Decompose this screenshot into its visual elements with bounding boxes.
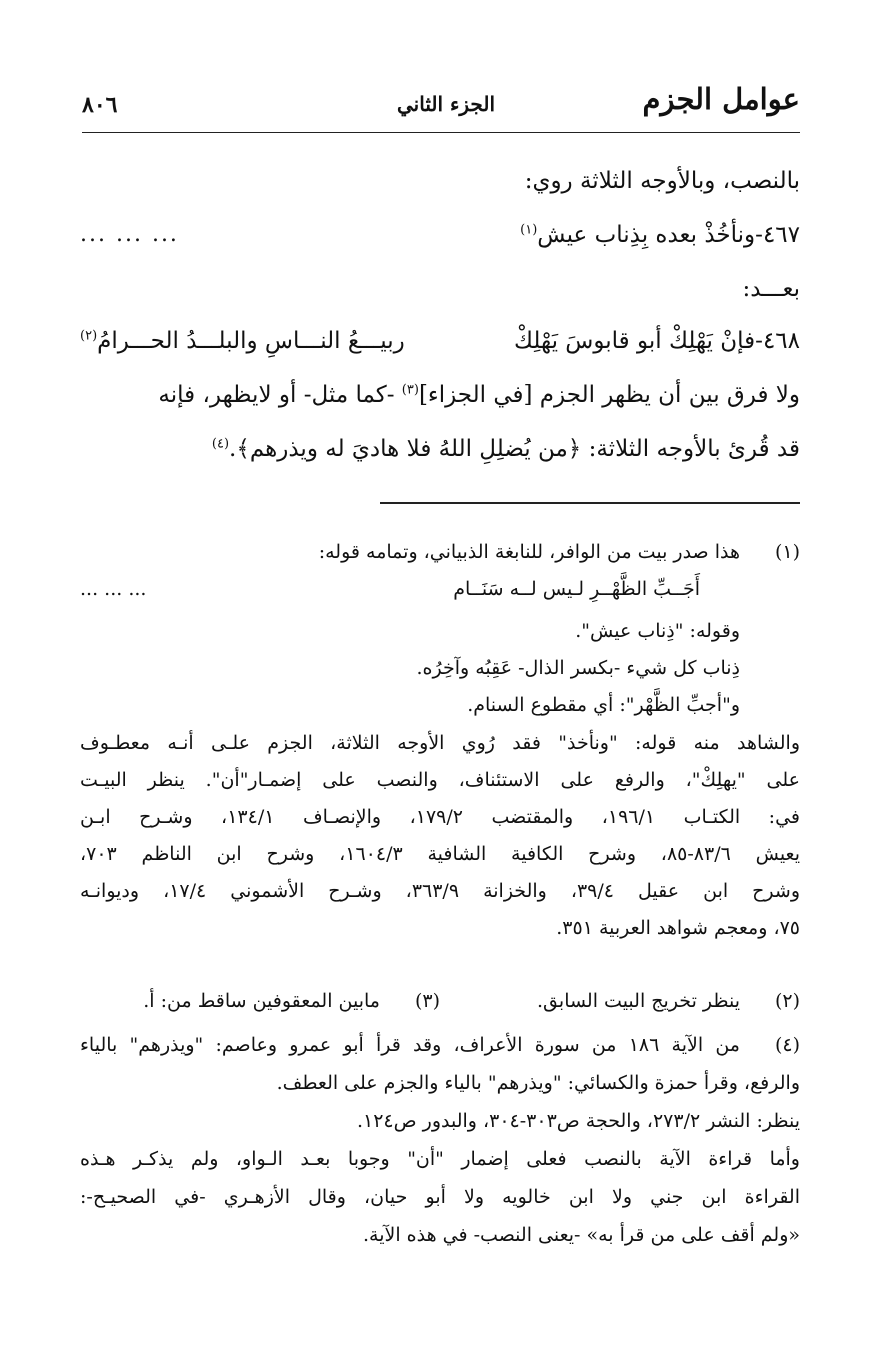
body-line-5 (70, 382, 800, 408)
footnote-1-line: وشرح ابن عقيل ٣٩/٤، والخزانة ٣٦٣/٩، وشـرح الأشموني ١٧/٤، وديوانـه (80, 880, 800, 902)
body-line-5-text: ولا فرق بين أن يظهر الجزم [في الجزاء] (418, 382, 800, 408)
verse-467-ellipsis: ... ... ... (80, 222, 179, 247)
footnote-verse-text: أَجَــبِّ الظَّهْــرِ لـيس لــه سَنَــام (453, 578, 700, 600)
footnote-ref: (٢) (80, 328, 98, 344)
body-line-6 (70, 436, 800, 462)
body-line-1: بالنصب، وبالأوجه الثلاثة روي: (524, 168, 800, 194)
verse-number: ٤٦٨ (762, 328, 800, 354)
page-number: ٨٠٦ (82, 92, 118, 118)
footnote-1-line: ٧٥، ومعجم شواهد العربية ٣٥١. (556, 917, 800, 939)
footnote-4-line: «ولم أقف على من قرأ به» -يعنى النصب- في هذه الآية. (363, 1224, 800, 1246)
footnote-4-number: (٤) (774, 1034, 800, 1056)
verse-left-hemistich: ربيـــعُ النـــاسِ والبلـــدُ الحـــرامُ (97, 328, 405, 354)
footnote-4-line: والرفع، وقرأ حمزة والكسائي: "ويذرهم" بالياء والجزم على العطف. (276, 1072, 800, 1094)
footnote-ref: (٤) (211, 436, 230, 452)
footnote-1-line: هذا صدر بيت من الوافر، للنابغة الذبياني، وتمامه قوله: (318, 541, 740, 563)
footnote-1-line: و"أجبِّ الظَّهْر": أي مقطوع السنام. (467, 694, 740, 716)
header-rule (82, 132, 800, 133)
verse-number: ٤٦٧ (762, 222, 800, 248)
body-line-after: بعـــد: (742, 276, 800, 302)
verse-467 (70, 222, 800, 248)
footnote-ref: (١) (520, 222, 538, 238)
footnote-1-line: والشاهد منه قوله: "ونأخذ" فقد رُوي الأوجه الثلاثة، الجزم علـى أنـه معطـوف (80, 732, 800, 754)
footnote-1-line: ذِناب كل شيء -بكسر الذال- عَقِبُه وآخِرُه. (416, 657, 740, 679)
verse-text: -ونأخُذْ بعده بِذِناب عيش (537, 222, 763, 248)
footnote-3-number: (٣) (414, 990, 440, 1012)
footnote-2-number: (٢) (774, 990, 800, 1012)
verse-right-hemistich: -فإنْ يَهْلِكْ أبو قابوسَ يَهْلِكْ (513, 328, 763, 354)
verse-468-left (80, 328, 405, 354)
footnote-verse-ellipsis: ... ... ... (80, 578, 147, 600)
footnote-4-line: ينظر: النشر ٢٧٣/٢، والحجة ص٣٠٣-٣٠٤، والبدور ص١٢٤. (356, 1110, 800, 1132)
footnote-1-line: وقوله: "ذِناب عيش". (575, 620, 740, 642)
running-title: عوامل الجزم (642, 82, 800, 116)
footnote-2-text: ينظر تخريج البيت السابق. (537, 990, 740, 1012)
footnote-1-number: (١) (774, 541, 800, 563)
footnote-ref: (٣) (401, 382, 419, 398)
footnote-1-line: في: الكتـاب ١٩٦/١، والمقتضب ١٧٩/٢، والإنصـاف ١٣٤/١، وشـرح ابـن (80, 806, 801, 828)
footnote-rule (380, 502, 800, 504)
footnote-1-line: على "يهلِكْ"، والرفع على الاستئناف، والنصب على إضمـار"أن". ينظر البيـت (80, 769, 800, 791)
footnote-3-text: مابين المعقوفين ساقط من: أ. (143, 990, 380, 1012)
part-label: الجزء الثاني (397, 92, 495, 116)
body-line-6-text: قد قُرئ بالأوجه الثلاثة: ﴿من يُضلِلِ اللهُ فلا هاديَ له ويذرهم﴾. (229, 436, 800, 462)
footnote-4-line: من الآية ١٨٦ من سورة الأعراف، وقد قرأ أبو عمرو وعاصم: "ويذرهم" بالياء (80, 1034, 740, 1056)
footnote-4-line: القراءة ابن جني ولا ابن خالويه ولا أبو حيان، وقال الأزهـري -في الصحيـح-: (80, 1186, 800, 1208)
body-line-5-rest: -كما مثل- أو لايظهر، فإنه (158, 382, 402, 408)
footnote-1-line: يعيش ٨٣/٦-٨٥، وشرح الكافية الشافية ١٦٠٤/٣، وشرح ابن الناظم ٧٠٣، (80, 843, 801, 865)
footnote-4-line: وأما قراءة الآية بالنصب فعلى إضمار "أن" وجوبا بعـد الـواو، ولم يذكـر هـذه (80, 1148, 800, 1170)
page-header (70, 78, 800, 128)
